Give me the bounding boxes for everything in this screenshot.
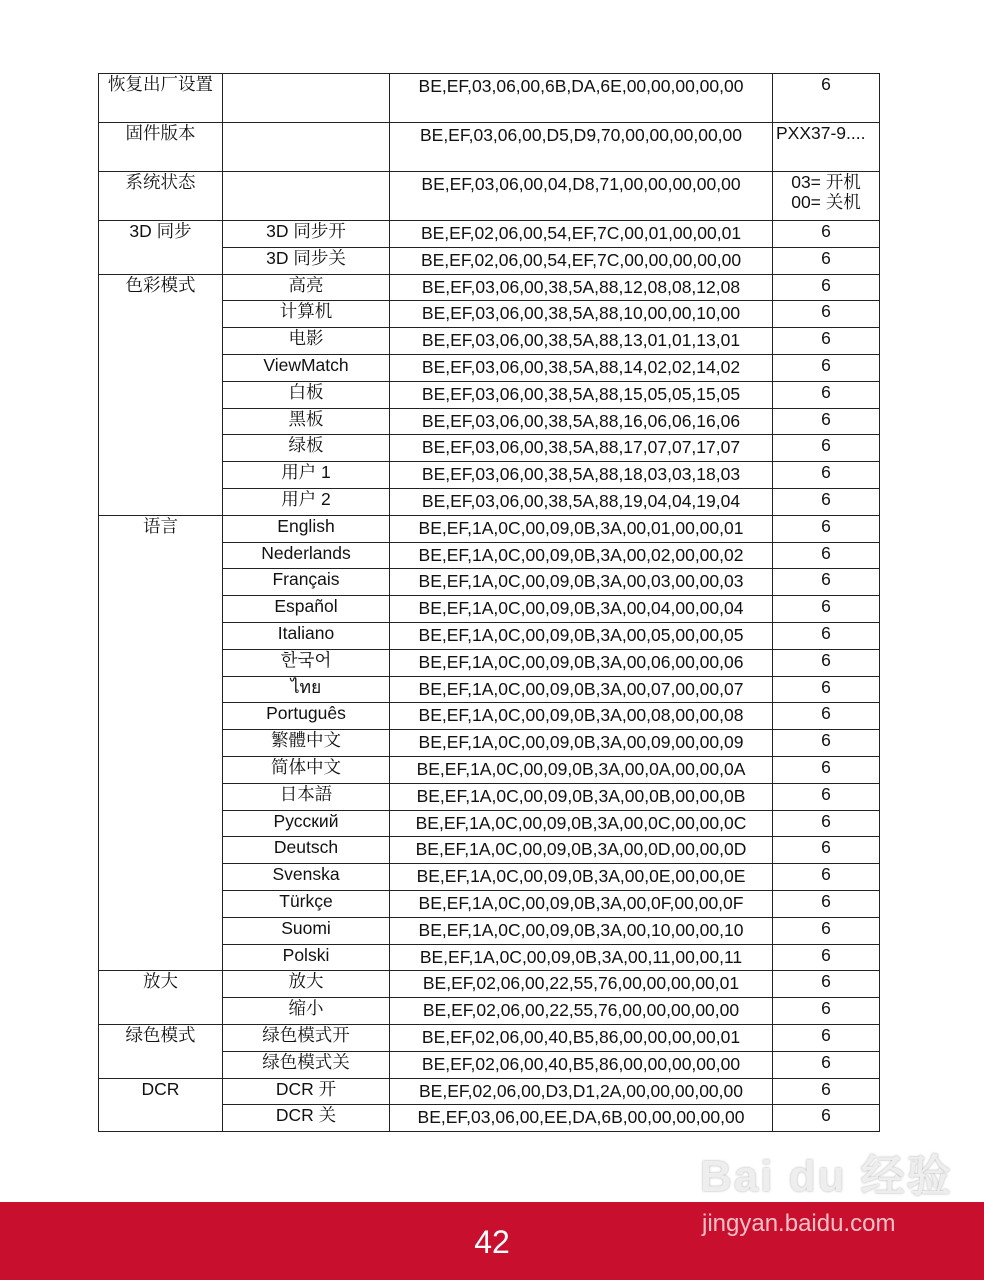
command-cell: BE,EF,02,06,00,D3,D1,2A,00,00,00,00,00 (390, 1078, 773, 1105)
function-cell: 3D 同步 (99, 221, 223, 275)
response-cell: 6 (773, 596, 880, 623)
page-number: 42 (474, 1224, 510, 1260)
response-cell: 6 (773, 649, 880, 676)
command-cell: BE,EF,03,06,00,38,5A,88,13,01,01,13,01 (390, 328, 773, 355)
response-cell: 6 (773, 944, 880, 971)
item-cell: Suomi (223, 917, 390, 944)
item-cell: 电影 (223, 328, 390, 355)
item-cell (223, 74, 390, 123)
table-row (99, 971, 880, 998)
item-cell (223, 172, 390, 221)
response-cell: 6 (773, 917, 880, 944)
response-cell: 6 (773, 998, 880, 1025)
command-cell: BE,EF,03,06,00,38,5A,88,17,07,07,17,07 (390, 435, 773, 462)
table-row (99, 123, 880, 172)
function-cell: 色彩模式 (99, 274, 223, 515)
response-cell: 6 (773, 676, 880, 703)
table-row (99, 1078, 880, 1105)
function-cell: 恢复出厂设置 (99, 74, 223, 123)
command-cell: BE,EF,1A,0C,00,09,0B,3A,00,03,00,00,03 (390, 569, 773, 596)
command-cell: BE,EF,1A,0C,00,09,0B,3A,00,09,00,00,09 (390, 730, 773, 757)
item-cell: 用户 2 (223, 488, 390, 515)
response-cell: 6 (773, 730, 880, 757)
command-cell: BE,EF,1A,0C,00,09,0B,3A,00,0B,00,00,0B (390, 783, 773, 810)
command-cell: BE,EF,1A,0C,00,09,0B,3A,00,0A,00,00,0A (390, 756, 773, 783)
item-cell: 白板 (223, 381, 390, 408)
response-cell: 6 (773, 247, 880, 274)
command-cell: BE,EF,1A,0C,00,09,0B,3A,00,02,00,00,02 (390, 542, 773, 569)
item-cell: ViewMatch (223, 354, 390, 381)
command-cell: BE,EF,03,06,00,38,5A,88,19,04,04,19,04 (390, 488, 773, 515)
baidu-watermark (700, 1140, 953, 1237)
response-cell: 6 (773, 542, 880, 569)
function-cell: 固件版本 (99, 123, 223, 172)
table-row (99, 274, 880, 301)
table-row (99, 1024, 880, 1051)
item-cell: Español (223, 596, 390, 623)
command-cell: BE,EF,03,06,00,38,5A,88,18,03,03,18,03 (390, 462, 773, 489)
command-cell: BE,EF,1A,0C,00,09,0B,3A,00,04,00,00,04 (390, 596, 773, 623)
command-cell: BE,EF,03,06,00,38,5A,88,12,08,08,12,08 (390, 274, 773, 301)
command-cell: BE,EF,03,06,00,D5,D9,70,00,00,00,00,00 (390, 123, 773, 172)
command-table (98, 73, 880, 1132)
command-cell: BE,EF,03,06,00,38,5A,88,14,02,02,14,02 (390, 354, 773, 381)
item-cell: 放大 (223, 971, 390, 998)
item-cell: ไทย (223, 676, 390, 703)
response-cell: 6 (773, 1078, 880, 1105)
item-cell: 用户 1 (223, 462, 390, 489)
item-cell: English (223, 515, 390, 542)
item-cell: 3D 同步开 (223, 221, 390, 248)
item-cell: 简体中文 (223, 756, 390, 783)
command-cell: BE,EF,1A,0C,00,09,0B,3A,00,07,00,00,07 (390, 676, 773, 703)
command-cell: BE,EF,02,06,00,40,B5,86,00,00,00,00,01 (390, 1024, 773, 1051)
item-cell: 绿板 (223, 435, 390, 462)
response-cell: 6 (773, 756, 880, 783)
function-cell: 放大 (99, 971, 223, 1025)
command-cell: BE,EF,03,06,00,38,5A,88,10,00,00,10,00 (390, 301, 773, 328)
response-cell: 6 (773, 488, 880, 515)
item-cell: 한국어 (223, 649, 390, 676)
item-cell: Svenska (223, 864, 390, 891)
response-cell: 6 (773, 435, 880, 462)
command-cell: BE,EF,02,06,00,22,55,76,00,00,00,00,01 (390, 971, 773, 998)
command-cell: BE,EF,02,06,00,54,EF,7C,00,00,00,00,00 (390, 247, 773, 274)
response-cell: 6 (773, 1024, 880, 1051)
response-cell: 6 (773, 837, 880, 864)
response-cell: PXX37-9.... (773, 123, 880, 172)
item-cell: 日本語 (223, 783, 390, 810)
command-cell: BE,EF,1A,0C,00,09,0B,3A,00,0E,00,00,0E (390, 864, 773, 891)
command-cell: BE,EF,03,06,00,6B,DA,6E,00,00,00,00,00 (390, 74, 773, 123)
command-cell: BE,EF,1A,0C,00,09,0B,3A,00,06,00,00,06 (390, 649, 773, 676)
item-cell: 繁體中文 (223, 730, 390, 757)
response-cell: 6 (773, 703, 880, 730)
item-cell: Polski (223, 944, 390, 971)
item-cell: Nederlands (223, 542, 390, 569)
command-cell: BE,EF,1A,0C,00,09,0B,3A,00,0D,00,00,0D (390, 837, 773, 864)
command-cell: BE,EF,1A,0C,00,09,0B,3A,00,10,00,00,10 (390, 917, 773, 944)
table-row (99, 221, 880, 248)
response-cell: 6 (773, 515, 880, 542)
command-cell: BE,EF,02,06,00,40,B5,86,00,00,00,00,00 (390, 1051, 773, 1078)
response-cell: 6 (773, 783, 880, 810)
command-cell: BE,EF,03,06,00,EE,DA,6B,00,00,00,00,00 (390, 1105, 773, 1132)
response-cell: 6 (773, 569, 880, 596)
item-cell: Português (223, 703, 390, 730)
item-cell: 缩小 (223, 998, 390, 1025)
function-cell: DCR (99, 1078, 223, 1132)
item-cell: 计算机 (223, 301, 390, 328)
command-cell: BE,EF,1A,0C,00,09,0B,3A,00,0C,00,00,0C (390, 810, 773, 837)
item-cell: Deutsch (223, 837, 390, 864)
item-cell: DCR 关 (223, 1105, 390, 1132)
table-row (99, 515, 880, 542)
command-cell: BE,EF,03,06,00,38,5A,88,15,05,05,15,05 (390, 381, 773, 408)
command-cell: BE,EF,1A,0C,00,09,0B,3A,00,08,00,00,08 (390, 703, 773, 730)
command-cell: BE,EF,02,06,00,54,EF,7C,00,01,00,00,01 (390, 221, 773, 248)
response-cell: 6 (773, 1105, 880, 1132)
item-cell: 高亮 (223, 274, 390, 301)
response-cell: 6 (773, 301, 880, 328)
response-cell: 6 (773, 622, 880, 649)
function-cell: 绿色模式 (99, 1024, 223, 1078)
command-cell: BE,EF,02,06,00,22,55,76,00,00,00,00,00 (390, 998, 773, 1025)
command-cell: BE,EF,1A,0C,00,09,0B,3A,00,01,00,00,01 (390, 515, 773, 542)
command-cell: BE,EF,03,06,00,04,D8,71,00,00,00,00,00 (390, 172, 773, 221)
item-cell: 绿色模式关 (223, 1051, 390, 1078)
item-cell: 绿色模式开 (223, 1024, 390, 1051)
command-cell: BE,EF,1A,0C,00,09,0B,3A,00,11,00,00,11 (390, 944, 773, 971)
response-cell: 6 (773, 221, 880, 248)
command-cell: BE,EF,03,06,00,38,5A,88,16,06,06,16,06 (390, 408, 773, 435)
command-cell: BE,EF,1A,0C,00,09,0B,3A,00,0F,00,00,0F (390, 890, 773, 917)
command-cell: BE,EF,1A,0C,00,09,0B,3A,00,05,00,00,05 (390, 622, 773, 649)
baidu-logo: Bai du 经验 (700, 1152, 953, 1201)
function-cell: 系统状态 (99, 172, 223, 221)
function-cell: 语言 (99, 515, 223, 971)
item-cell: Français (223, 569, 390, 596)
response-cell: 6 (773, 381, 880, 408)
item-cell: 3D 同步关 (223, 247, 390, 274)
table-row (99, 172, 880, 221)
response-cell: 6 (773, 1051, 880, 1078)
response-cell: 6 (773, 274, 880, 301)
watermark-url: jingyan.baidu.com (702, 1210, 896, 1237)
response-cell: 6 (773, 408, 880, 435)
item-cell: DCR 开 (223, 1078, 390, 1105)
response-cell: 6 (773, 971, 880, 998)
response-cell: 6 (773, 74, 880, 123)
item-cell: 黑板 (223, 408, 390, 435)
response-cell: 6 (773, 354, 880, 381)
response-cell: 6 (773, 864, 880, 891)
response-cell: 6 (773, 328, 880, 355)
response-cell: 6 (773, 462, 880, 489)
item-cell: Türkçe (223, 890, 390, 917)
item-cell: Русский (223, 810, 390, 837)
response-cell: 6 (773, 890, 880, 917)
table-row (99, 74, 880, 123)
item-cell: Italiano (223, 622, 390, 649)
response-cell: 6 (773, 810, 880, 837)
response-cell: 03= 开机 00= 关机 (773, 172, 880, 221)
item-cell (223, 123, 390, 172)
